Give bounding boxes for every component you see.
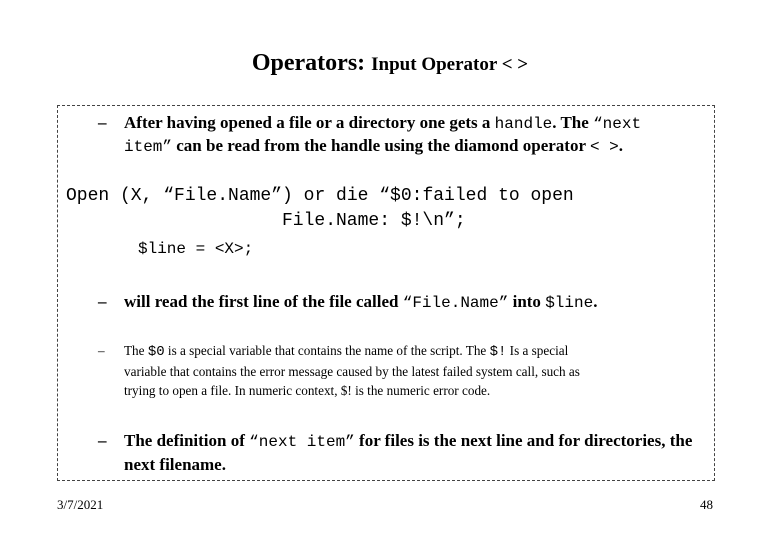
footer-date: 3/7/2021 [57,497,104,512]
bullet-2-text-2: into [508,292,546,311]
bullet-3-text-2: is a special variable that contains the name of the script. The [164,343,490,358]
bullet-2-code-line: $line [545,294,594,312]
bullet-2-text: will read the first line of the file called [124,292,403,311]
bullet-3-code-dollar-zero: $0 [147,344,165,360]
bullet-1-text: After having opened a file or a directory one gets a [124,113,495,132]
bullet-1-text-2: . The [552,113,594,132]
bullet-1-code-item: item” [124,138,173,156]
title-sub: Input Operator < > [371,54,529,75]
bullet-dash: – [98,431,107,450]
bullet-1-line-2 [124,134,623,159]
bullet-4 [98,429,692,454]
slide-title [0,50,780,77]
bullet-4-text-2: for files is the next line and for directories, the [354,431,693,450]
bullet-3-text: The [124,343,148,358]
bullet-4-text: The definition of [124,431,250,450]
footer-page-number: 48 [700,497,713,512]
bullet-3-line-3: trying to open a file. In numeric context, $! is the numeric error code. [124,383,491,398]
bullet-dash: – [98,292,107,311]
bullet-1-code-diamond: < > [589,138,619,156]
bullet-2-code-filename: “File.Name” [402,294,509,312]
bullet-2 [98,290,597,315]
bullet-4-code-next-item: “next item” [249,433,355,451]
bullet-1 [98,111,641,136]
bullet-3-line-2: variable that contains the error message caused by the latest failed system call, such as [124,364,580,379]
bullet-1-text-4: . [618,136,624,155]
bullet-dash: – [98,113,107,132]
code-line-2: File.Name: $!\n”; [282,211,466,231]
bullet-1-code-next: “next [593,115,642,133]
bullet-3-text-3: Is a special [506,343,569,358]
bullet-dash: – [98,343,105,358]
bullet-3 [98,340,568,363]
code-line-1: Open (X, “File.Name”) or die “$0:failed to open [66,186,574,206]
bullet-2-text-3: . [593,292,598,311]
bullet-1-text-3: can be read from the handle using the diamond operator [172,136,590,155]
bullet-4-line-2: next filename. [124,455,226,474]
code-line-3: $line = <X>; [138,240,254,258]
bullet-1-code-handle: handle [494,115,553,133]
bullet-3-code-dollar-bang: $! [489,344,507,360]
title-main: Operators: [251,50,366,76]
